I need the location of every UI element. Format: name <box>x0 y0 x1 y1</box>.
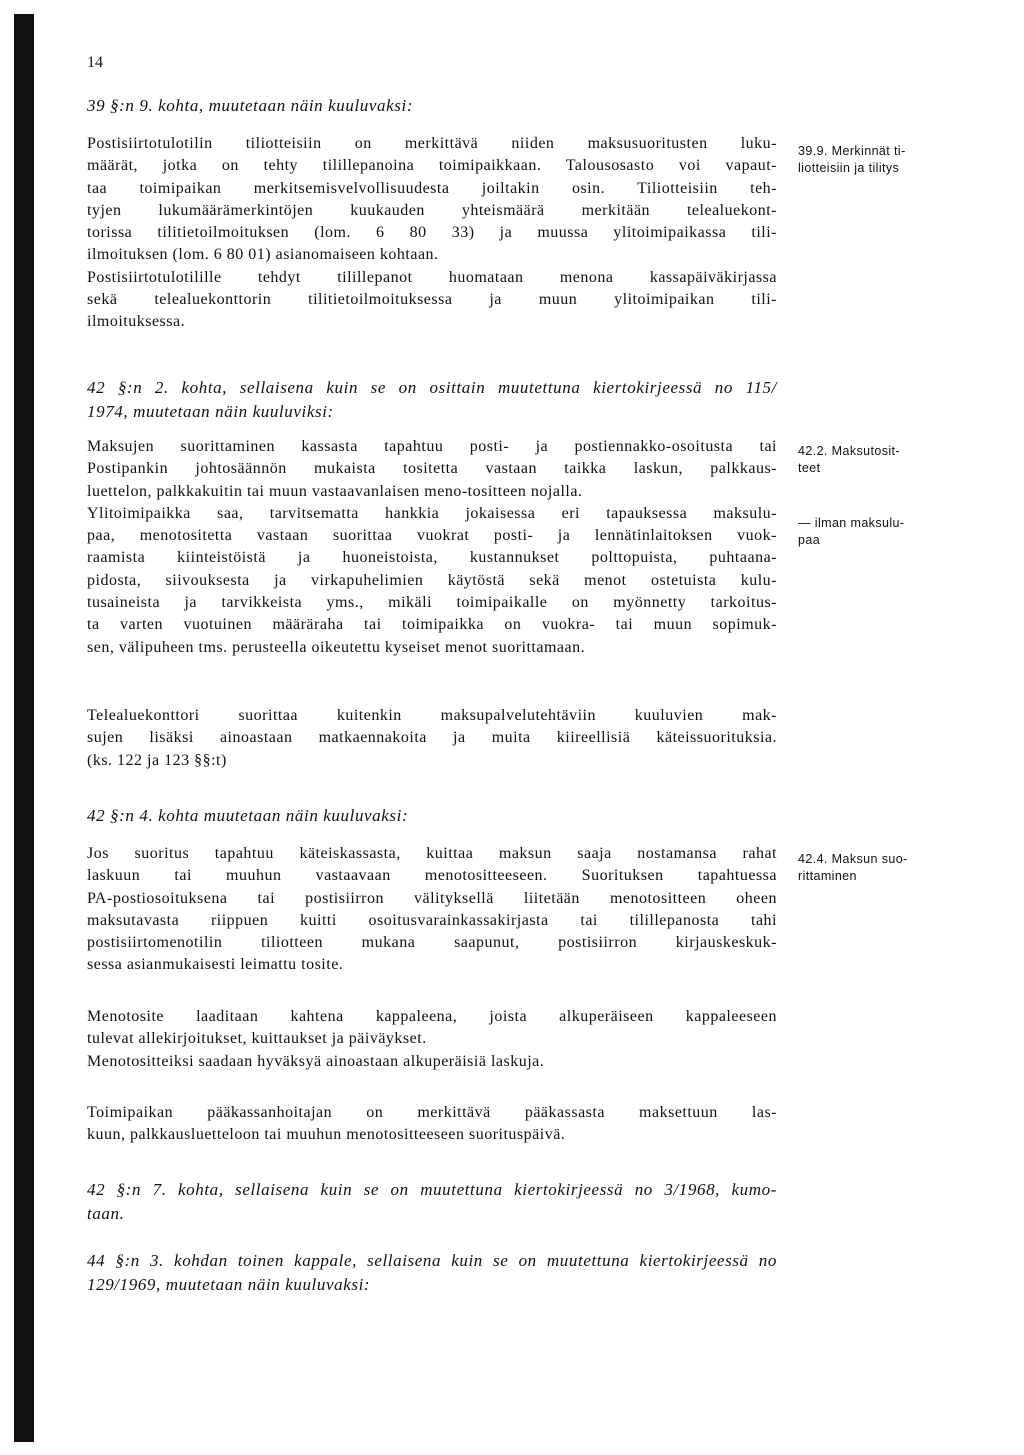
text-line: Toimipaikan pääkassanhoitajan on merkittävä pääkassasta maksettuun las- <box>87 1104 777 1121</box>
text-line: sen, välipuheen tms. perusteella oikeutettu kyseiset menot suorittamaan. <box>87 638 586 656</box>
section-heading-42-4: 42 §:n 4. kohta muutetaan näin kuuluvaksi: <box>87 806 409 825</box>
text-line: postisiirtomenotilin tiliotteen mukana saapunut, postisiirron kirjauskeskuk- <box>87 934 777 952</box>
text-line: Ylitoimipaikka saa, tarvitsematta hankkia jokaisessa eri tapauksessa maksulu- <box>87 504 777 522</box>
paragraph-42-4-a <box>87 843 777 977</box>
text-line: torissa tilitietoilmoituksen (lom. 6 80 33) ja muussa ylitoimipaikassa tili- <box>87 224 777 242</box>
text-line: laskuun tai muuhun vastaavaan menotositteeseen. Suorituksen tapahtuessa <box>87 867 777 885</box>
text-line: Maksujen suorittaminen kassasta tapahtuu posti- ja postiennakko-osoitusta tai <box>87 438 777 455</box>
text-line: (ks. 122 ja 123 §§:t) <box>87 751 227 769</box>
text-line: sessa asianmukaisesti leimattu tosite. <box>87 956 344 974</box>
text-line: Menotositteiksi saadaan hyväksyä ainoastaan alkuperäisiä laskuja. <box>87 1052 545 1070</box>
text-line: tyjen lukumäärämerkintöjen kuukauden yhteismäärä merkitään telealuekont- <box>87 201 777 219</box>
margin-note-42-2: 42.2. Maksutosit- teet <box>798 444 900 475</box>
text-line: tusaineista ja tarvikkeista yms., mikäli toimipaikalle on myönnetty tarkoitus- <box>87 594 777 612</box>
paragraph-39-9 <box>87 133 777 334</box>
paragraph-42-2-a <box>87 436 777 659</box>
text-line: ilmoituksessa. <box>87 313 186 331</box>
text-line: luettelon, palkkakuitin tai muun vastaavanlaisen meno-tositteen nojalla. <box>87 482 583 500</box>
text-line: Telealuekonttori suorittaa kuitenkin maksupalvelutehtäviin kuuluvien mak- <box>87 707 777 724</box>
section-heading-44-3: 44 §:n 3. kohdan toinen kappale, sellaisena kuin se on muutettuna kiertokirjeessä no 129/1969, muutetaan näin kuuluvaksi: <box>87 1251 777 1294</box>
text-line: sekä telealuekonttorin tilitietoilmoituksessa ja muun ylitoimipaikan tili- <box>87 291 777 309</box>
section-heading-39-9: 39 §:n 9. kohta, muutetaan näin kuuluvaksi: <box>87 96 414 115</box>
page-number: 14 <box>87 54 103 71</box>
text-line: ilmoituksen (lom. 6 80 01) asianomaiseen kohtaan. <box>87 246 439 264</box>
text-line: pidosta, siivouksesta ja virkapuhelimien käytöstä sekä menot ostetuista kulu- <box>87 571 777 589</box>
paragraph-42-2-b <box>87 705 777 772</box>
text-line: tulevat allekirjoitukset, kuittaukset ja päiväykset. <box>87 1030 427 1048</box>
text-line: Postisiirtotulotilin tiliotteisiin on merkittävä niiden maksusuoritusten luku- <box>87 135 777 152</box>
text-line: Postisiirtotulotilille tehdyt tilillepanot huomataan menona kassapäiväkirjassa <box>87 268 777 286</box>
section-heading-42-7: 42 §:n 7. kohta, sellaisena kuin se on muutettuna kiertokirjeessä no 3/1968, kumo- taan. <box>87 1180 777 1223</box>
section-heading-42-2: 42 §:n 2. kohta, sellaisena kuin se on osittain muutettuna kiertokirjeessä no 115/ 1974, muutetaan näin kuuluviksi: <box>87 378 777 421</box>
text-line: Postipankin johtosäännön mukaista tositetta vastaan taikka laskun, palkkaus- <box>87 460 777 478</box>
text-line: maksutavasta riippuen kuitti osoitusvarainkassakirjasta tai tilillepanosta tahi <box>87 911 777 929</box>
margin-note-ilman-maksulupaa: — ilman maksulu- paa <box>798 516 905 547</box>
text-line: Menotosite laaditaan kahtena kappaleena, joista alkuperäiseen kappaleeseen <box>87 1008 777 1025</box>
paragraph-42-4-c <box>87 1102 777 1147</box>
text-line: raamista kiinteistöistä ja huoneistoista, kustannukset polttopuista, puhtaana- <box>87 549 777 567</box>
text-line: ta varten vuotuinen määräraha tai toimipaikka on vuokra- tai muun sopimuk- <box>87 616 777 634</box>
paragraph-42-4-b <box>87 1006 777 1073</box>
left-edge-bar <box>14 14 34 1442</box>
text-line: Jos suoritus tapahtuu käteiskassasta, kuittaa maksun saaja nostamansa rahat <box>87 845 777 862</box>
margin-note-39-9: 39.9. Merkinnät ti- liotteisiin ja tilitys <box>798 144 906 175</box>
text-line: taa toimipaikan merkitsemisvelvollisuudesta joiltakin osin. Tiliotteisiin teh- <box>87 179 777 197</box>
text-line: määrät, jotka on tehty tilillepanoina toimipaikkaan. Talousosasto voi vapaut- <box>87 157 777 175</box>
margin-note-42-4: 42.4. Maksun suo- rittaminen <box>798 852 908 883</box>
text-line: paa, menotositetta vastaan suorittaa vuokrat posti- ja lennätinlaitoksen vuok- <box>87 527 777 545</box>
text-line: PA-postiosoituksena tai postisiirron välityksellä liitetään menotositteen oheen <box>87 889 777 907</box>
text-line: kuun, palkkausluetteloon tai muuhun menotositteeseen suorituspäivä. <box>87 1126 566 1144</box>
text-line: sujen lisäksi ainoastaan matkaennakoita ja muita kiireellisiä käteissuorituksia. <box>87 729 777 747</box>
